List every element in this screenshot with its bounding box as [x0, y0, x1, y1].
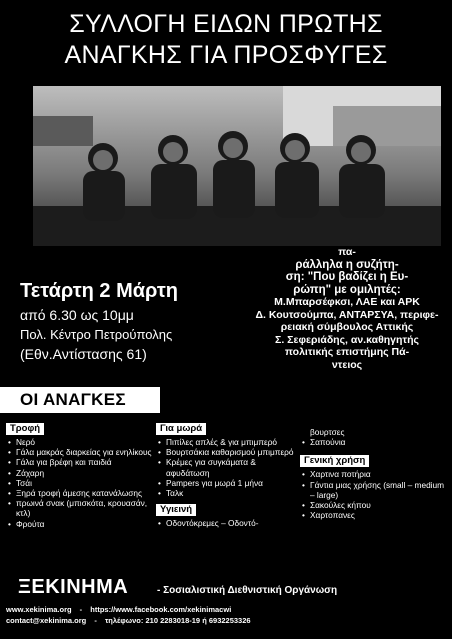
event-address: (Εθν.Αντίστασης 61) — [20, 346, 147, 362]
baby-header: Για μωρά — [156, 423, 206, 435]
event-time: από 6.30 ως 10μμ — [20, 307, 134, 323]
list-item: • Πιπίλες απλές & για μπιμπερό — [156, 437, 301, 447]
speakers-line: Μ.Μπαρσέφκσι, ΛΑΕ και ΑΡΚ — [274, 296, 420, 308]
hygiene-header: Υγιεινή — [156, 504, 196, 516]
phone-text: τηλέφωνο: 210 2283018-19 ή 6932253326 — [104, 616, 251, 625]
list-item: • Pampers για μωρά 1 μήνα — [156, 478, 301, 488]
org-name: ΞΕΚΙΝΗΜΑ — [18, 576, 129, 598]
title-line-1: ΣΥΛΛΟΓΗ ΕΙΔΩΝ ΠΡΩΤΗΣ — [69, 10, 383, 38]
facebook-link[interactable]: https://www.facebook.com/xekinimacwi — [90, 605, 232, 614]
title-line-2: ΑΝΑΓΚΗΣ ΓΙΑ ΠΡΟΣΦΥΓΕΣ — [64, 41, 388, 69]
list-item: • Χαρτοπανες — [300, 510, 450, 520]
list-item: • Κρέμες για συγκάματα & αφυδάτωση — [156, 457, 301, 477]
needs-title: ΟΙ ΑΝΑΓΚΕΣ — [20, 390, 126, 409]
speakers-line: ρώπη" με ομιλητές: — [293, 283, 401, 296]
website-link[interactable]: www.xekinima.org — [6, 605, 72, 614]
baby-column — [156, 423, 301, 528]
org-subtitle: - Σοσιαλιστική Διεθνιστική Οργάνωση — [157, 585, 338, 596]
speakers-text — [252, 246, 442, 371]
speakers-line: ρειακή σύμβουλος Αττικής — [280, 321, 414, 333]
list-item: • Βουρτσάκια καθαρισμού μπιμπερό — [156, 447, 301, 457]
list-item: • Νερό — [6, 437, 154, 447]
list-item: • Ξηρά τροφή άμεσης κατανάλωσης — [6, 488, 154, 498]
food-column — [6, 423, 154, 529]
speakers-line: ντειος — [331, 358, 363, 371]
speakers-line: ση: "Που βαδίζει η Ευ- — [285, 271, 409, 283]
speakers-line: Δ. Κουτσούμπα, ΑΝΤΑΡΣΥΑ, περιφε- — [255, 308, 439, 321]
list-item: • Οδοντόκρεμες – Οδοντό- — [156, 518, 301, 528]
list-item: • Ζάχαρη — [6, 468, 154, 478]
list-item: • Χαρτινα ποτήρια — [300, 469, 450, 479]
general-header: Γενική χρήση — [300, 455, 369, 467]
list-item: • Φρούτα — [6, 519, 154, 529]
food-header: Τροφή — [6, 423, 44, 435]
email-link[interactable]: contact@xekinima.org — [6, 616, 87, 625]
list-item: • Γάλα για βρέφη και παιδιά — [6, 457, 154, 467]
footer-line-1: www.xekinima.org - https://www.facebook.com/xekinimacwi — [6, 605, 232, 614]
speakers-line: πολιτικής επιστήμης Πά- — [284, 346, 410, 358]
refugee-children-photo — [33, 86, 441, 246]
list-item: • Σαπούνια — [300, 437, 450, 447]
speakers-line: Σ. Σεφεριάδης, αν.καθηγητής — [275, 333, 419, 346]
general-column — [300, 427, 450, 520]
list-item: • πρωινά σνακ (μπισκότα, κρουασάν, κτλ) — [6, 498, 154, 518]
hygiene-continued: βουρτσες — [310, 427, 345, 437]
list-item: • Σακούλες κήπου — [300, 500, 450, 510]
list-item: • Γάντια μιας χρήσης (small – medium – large) — [300, 480, 450, 500]
speakers-line: ράλληλα η συζήτη- — [295, 258, 399, 271]
list-item: • Γάλα μακράς διαρκείας για ενηλίκους — [6, 447, 154, 457]
event-date: Τετάρτη 2 Μάρτη — [20, 280, 178, 302]
speakers-line: πα- — [338, 246, 356, 258]
list-item: • Τσάι — [6, 478, 154, 488]
footer-line-2: contact@xekinima.org - τηλέφωνο: 210 2283018-19 ή 6932253326 — [6, 616, 251, 625]
list-item: • Ταλκ — [156, 488, 301, 498]
event-place: Πολ. Κέντρο Πετρούπολης — [20, 327, 173, 342]
